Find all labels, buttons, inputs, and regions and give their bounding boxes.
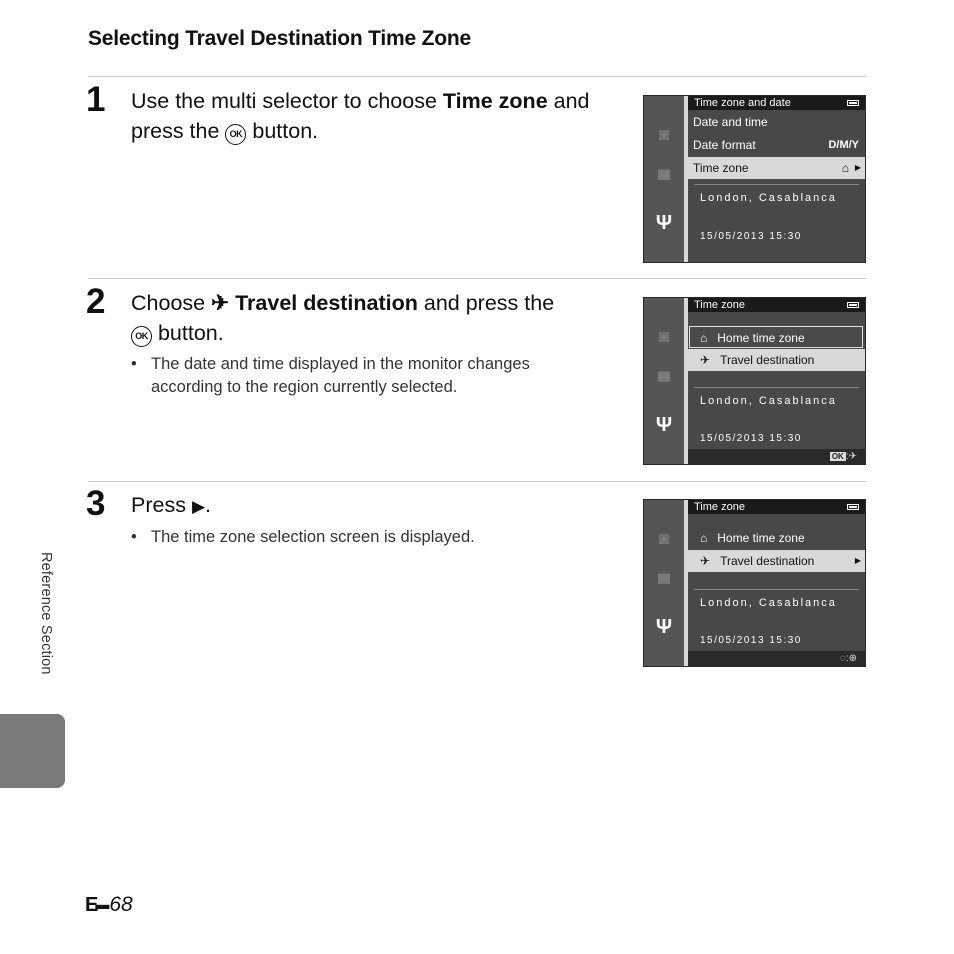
screen-header-label: Time zone and date: [694, 97, 791, 109]
menu-item-label: Date and time: [693, 115, 768, 129]
date-time: 15/05/2013 15:30: [700, 433, 802, 444]
step-1-number: 1: [86, 80, 106, 119]
camera-screen-2: [643, 297, 866, 465]
rotary-icon: ◌: [839, 653, 846, 664]
menu-item-label: Travel destination: [720, 353, 815, 367]
bullet-text: The time zone selection screen is displayed.: [151, 528, 475, 546]
plane-icon: ✈: [700, 554, 711, 568]
menu-item-label: Time zone: [693, 161, 749, 175]
date-time: 15/05/2013 15:30: [700, 231, 802, 242]
divider: [88, 278, 866, 279]
camera-icon: ◙: [658, 327, 670, 346]
page-number: [85, 893, 133, 917]
menu-item-travel-destination[interactable]: [688, 349, 865, 371]
plane-icon: ✈: [700, 353, 711, 367]
chevron-right-icon: ▶: [854, 163, 861, 172]
menu-item-date-format[interactable]: [688, 134, 865, 156]
menu-item-date-and-time[interactable]: [688, 111, 865, 133]
movie-icon: ▀: [657, 170, 671, 189]
divider: [88, 76, 866, 77]
plane-icon: ✈: [848, 451, 857, 462]
menu-sidebar: [644, 298, 684, 464]
bullet-text: The date and time displayed in the monitor changes according to the region currently selected.: [151, 355, 530, 396]
dash-icon: ▬: [95, 896, 110, 912]
step-2-text: Choose ✈ Travel destination and press the OK button.: [131, 291, 555, 345]
date-time: 15/05/2013 15:30: [700, 635, 802, 646]
menu-item-label: Date format: [693, 138, 756, 152]
wrench-icon: Ψ: [655, 212, 673, 234]
step-2-bullet: • The date and time displayed in the monitor changes according to the region currently selected.: [131, 353, 581, 399]
ok-button-icon: OK: [131, 326, 152, 347]
screen-header: [688, 500, 865, 514]
date-format-value: D/M/Y: [828, 139, 859, 151]
menu-item-label: Home time zone: [717, 331, 805, 345]
screen-footer: ◌:⊕: [688, 651, 865, 666]
wrench-icon: Ψ: [655, 414, 673, 436]
movie-icon: ▀: [657, 372, 671, 391]
menu-item-label: Home time zone: [717, 531, 805, 545]
screen-footer: OK :✈: [688, 449, 865, 464]
reference-e-icon: E: [85, 894, 96, 916]
menu-sidebar: [644, 96, 684, 262]
menu-item-home-time-zone[interactable]: [688, 527, 865, 549]
menu-sidebar: [644, 500, 684, 666]
battery-icon: [847, 504, 859, 510]
ok-icon: OK: [831, 452, 844, 461]
menu-item-label: Travel destination: [720, 554, 815, 568]
step-3-bullet: • The time zone selection screen is displayed.: [131, 526, 581, 549]
step-2-bold: Travel destination: [235, 291, 418, 315]
side-label-text: Reference Section: [38, 552, 54, 675]
screen-header: [688, 298, 865, 312]
city-name: London, Casablanca: [700, 597, 837, 609]
wrench-icon: Ψ: [655, 616, 673, 638]
side-label: [38, 552, 58, 702]
step-1-text: Use the multi selector to choose Time zone and press the OK button.: [131, 89, 590, 143]
battery-icon: [847, 302, 859, 308]
screen-header-label: Time zone: [694, 299, 745, 311]
right-arrow-icon: ▶: [191, 497, 206, 516]
home-icon: ⌂: [700, 531, 708, 545]
menu-main: [688, 96, 865, 262]
step-1-bold: Time zone: [442, 89, 548, 113]
menu-main: [688, 298, 865, 464]
home-icon: ⌂: [700, 331, 708, 345]
screen-header: [688, 96, 865, 110]
divider: [88, 481, 866, 482]
camera-screen-1: [643, 95, 866, 263]
step-2-number: 2: [86, 282, 106, 321]
section-title: Selecting Travel Destination Time Zone: [88, 27, 471, 50]
camera-icon: ◙: [658, 125, 670, 144]
globe-icon: ⊕: [848, 653, 857, 664]
step-3-text: Press ▶.: [131, 493, 211, 517]
camera-screen-3: [643, 499, 866, 667]
divider: [694, 387, 859, 388]
step-3-number: 3: [86, 484, 106, 523]
movie-icon: ▀: [657, 574, 671, 593]
divider: [694, 589, 859, 590]
chevron-right-icon: ▶: [854, 556, 861, 565]
page-number-value: 68: [109, 893, 133, 916]
plane-icon: ✈: [211, 291, 230, 315]
city-name: London, Casablanca: [700, 192, 837, 204]
menu-item-travel-destination[interactable]: [688, 550, 865, 572]
battery-icon: [847, 100, 859, 106]
ok-button-icon: OK: [225, 124, 246, 145]
divider: [694, 184, 859, 185]
section-tab: [0, 714, 65, 788]
menu-main: [688, 500, 865, 666]
home-icon: ⌂: [841, 161, 849, 175]
menu-item-time-zone[interactable]: [688, 157, 865, 179]
camera-icon: ◙: [658, 529, 670, 548]
screen-header-label: Time zone: [694, 501, 745, 513]
menu-item-home-time-zone[interactable]: [689, 326, 863, 348]
city-name: London, Casablanca: [700, 395, 837, 407]
